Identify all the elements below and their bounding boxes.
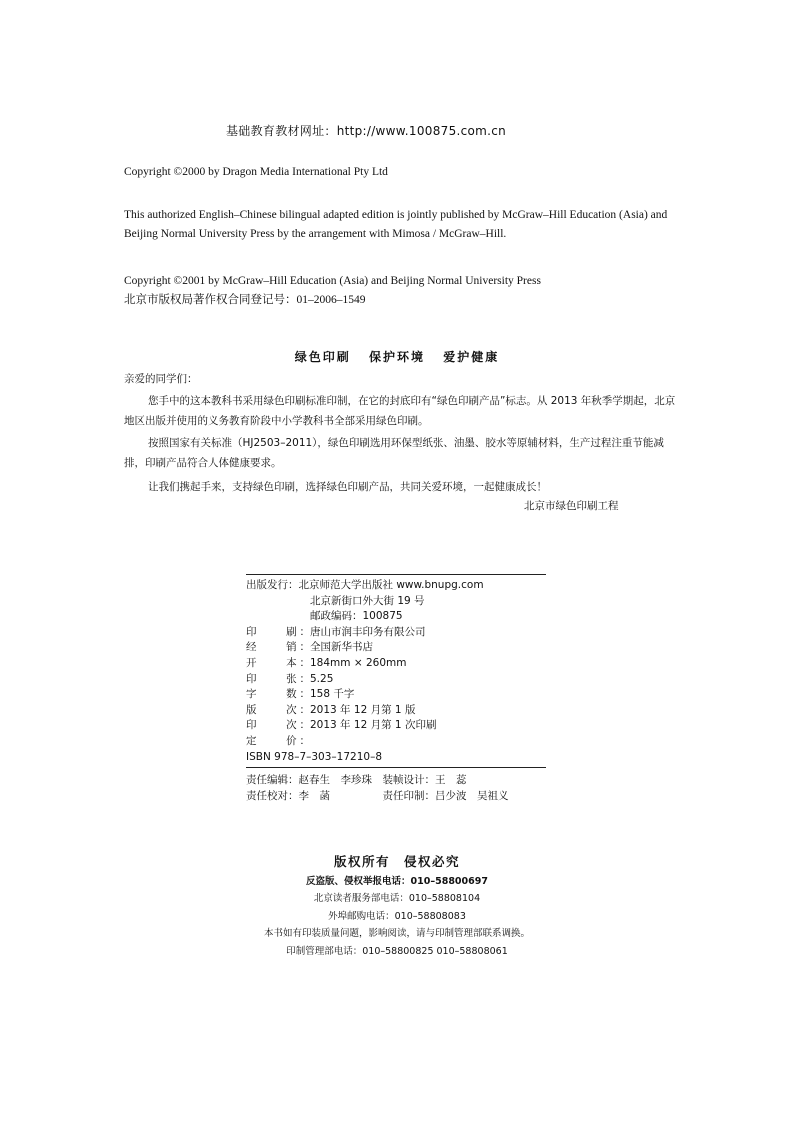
colophon-row: [246, 672, 546, 688]
colophon-label: 定 价：: [246, 734, 310, 747]
colophon-value: 北京新街口外大街 19 号: [310, 594, 425, 607]
colophon-row: [246, 640, 546, 656]
copyright-registration-number: 北京市版权局著作权合同登记号：01–2006–1549: [124, 294, 366, 306]
green-printing-paragraph-1: 您手中的这本教科书采用绿色印刷标准印制，在它的封底印有“绿色印刷产品”标志。从 2013 年秋季学期起，北京地区出版并使用的义务教育阶段中小学教科书全部采用绿色印刷。: [124, 395, 676, 427]
colophon-row: [246, 734, 546, 750]
colophon-value: 5.25: [310, 672, 334, 685]
colophon-label: 字 数：: [246, 688, 310, 701]
colophon-label: 版 次：: [246, 703, 310, 716]
editors-block: [246, 772, 546, 804]
colophon-value: 北京师范大学出版社 www.bnupg.com: [298, 579, 484, 591]
green-printing-paragraph-2: 按照国家有关标准（HJ2503–2011），绿色印刷选用环保型纸张、油墨、胶水等原辅材料，生产过程注重节能减排，印刷产品符合人体健康要求。: [124, 437, 664, 469]
green-title-part: 爱护健康: [443, 350, 500, 364]
colophon-value: 158 千字: [310, 688, 355, 701]
print-management-phone: 印制管理部电话：010–58800825 010–58808061: [286, 945, 508, 957]
colophon-row: [246, 625, 546, 641]
colophon-row-postcode: [246, 609, 546, 625]
colophon-row: [246, 687, 546, 703]
colophon-label: 印 次：: [246, 719, 310, 732]
colophon-row-address: [246, 594, 546, 610]
copyright-line-2000: Copyright ©2000 by Dragon Media International Pty Ltd: [124, 166, 388, 178]
authorization-statement: This authorized English–Chinese bilingual adapted edition is jointly published by McGraw–Hill Education (Asia) and Beijing Normal University Press by the arrangement with Mimosa / McGraw–Hill.: [124, 209, 668, 240]
colophon-value: 2013 年 12 月第 1 次印刷: [310, 719, 437, 732]
green-title-part: 保护环境: [368, 350, 425, 364]
colophon-label: 经 销：: [246, 641, 310, 654]
colophon-row-isbn: [246, 750, 546, 766]
quality-issue-notice: 本书如有印装质量问题，影响阅读，请与印制管理部联系调换。: [263, 928, 530, 940]
colophon-label: 印 刷：: [246, 625, 310, 638]
green-printing-paragraph-3: 让我们携起手来，支持绿色印刷，选择绿色印刷产品，共同关爱环境，一起健康成长！: [148, 481, 547, 493]
reader-service-phone: 北京读者服务部电话：010–58808104: [313, 893, 481, 905]
colophon-value: 全国新华书店: [310, 641, 373, 654]
colophon-value: [310, 734, 546, 750]
copyright-line-2001: Copyright ©2001 by McGraw–Hill Education (Asia) and Beijing Normal University Press: [124, 275, 541, 287]
isbn: ISBN 978–7–303–17210–8: [246, 750, 383, 763]
colophon-value: 唐山市润丰印务有限公司: [310, 625, 426, 638]
colophon-row: [246, 703, 546, 719]
green-printing-signature: 北京市绿色印刷工程: [524, 500, 619, 512]
proofreader-line: 责任校对：李 菡 责任印制：吕少波 吴祖义: [246, 790, 509, 803]
green-printing-title: [0, 348, 794, 365]
green-title-part: 绿色印刷: [294, 350, 351, 364]
anti-piracy-hotline: 反盗版、侵权举报电话：010–58800697: [306, 876, 488, 887]
colophon-value: 邮政编码：100875: [310, 610, 403, 623]
colophon-value: 2013 年 12 月第 1 版: [310, 703, 416, 716]
colophon-value: 184mm × 260mm: [310, 656, 407, 669]
mail-order-phone: 外埠邮购电话：010–58808083: [328, 910, 466, 922]
salutation: 亲爱的同学们：: [124, 373, 198, 385]
colophon-bottom-rule: [246, 767, 546, 768]
colophon-row: [246, 718, 546, 734]
editor-line: 责任编辑：赵春生 李珍珠 装帧设计：王 蕊: [246, 774, 467, 787]
textbook-website: 基础教育教材网址：http://www.100875.com.cn: [226, 124, 507, 138]
rights-contact-lines: [0, 873, 794, 960]
colophon-row-publisher: [246, 578, 546, 594]
colophon-label: 印 张：: [246, 672, 310, 685]
colophon-label: 出版发行：: [246, 579, 299, 591]
colophon-label: 开 本：: [246, 656, 310, 669]
colophon-row: [246, 656, 546, 672]
colophon-block: [246, 574, 546, 804]
rights-reserved-title: 版权所有 侵权必究: [333, 854, 460, 869]
